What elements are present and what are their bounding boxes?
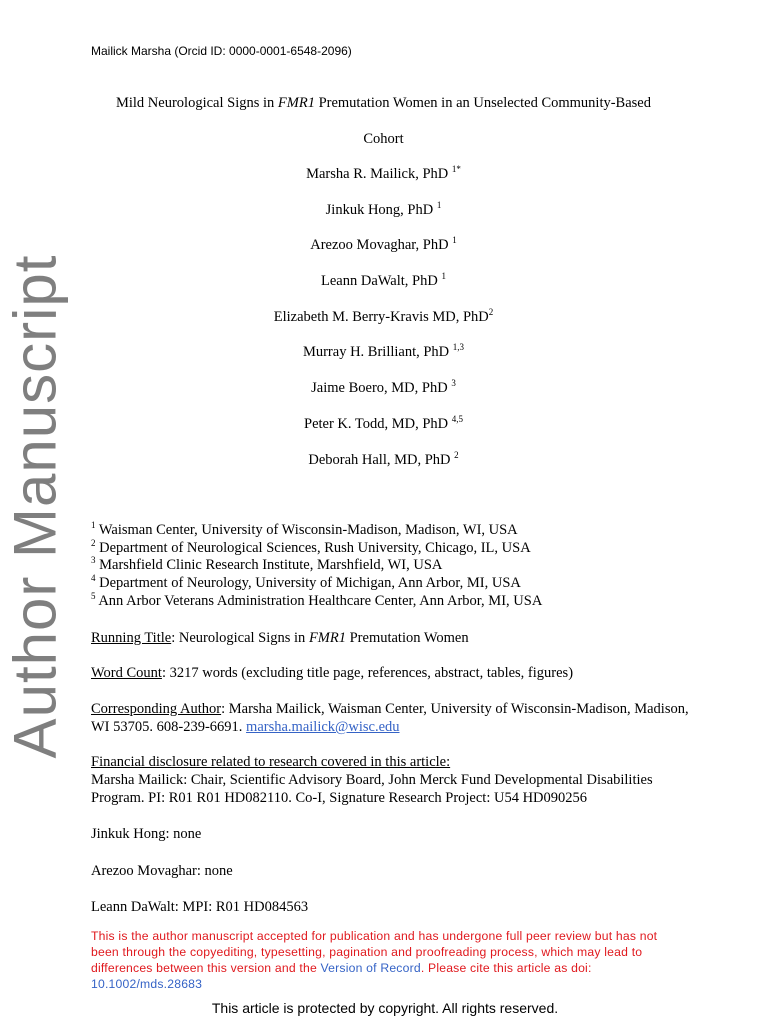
author-line (91, 452, 676, 469)
affiliation-item (91, 522, 518, 539)
affiliation-number: 1 (91, 520, 96, 531)
watermark-text: Author Manuscript (1, 254, 69, 758)
affiliation-number: 4 (91, 573, 96, 584)
affiliation-item (91, 593, 542, 610)
author-affil-sup: 1 (441, 271, 446, 282)
email-link[interactable]: marsha.mailick@wisc.edu (246, 719, 400, 735)
author-name: Leann DaWalt, PhD (321, 273, 442, 289)
affiliation-number: 3 (91, 555, 96, 566)
word-count-label: Word Count (91, 665, 162, 681)
version-of-record-link[interactable]: Version of Record (320, 961, 421, 975)
affiliation-number: 5 (91, 591, 96, 602)
author-line (91, 202, 676, 219)
affiliation-text: Department of Neurology, University of Michigan, Ann Arbor, MI, USA (95, 575, 521, 591)
author-line (91, 380, 676, 397)
author-line (91, 344, 676, 361)
affiliation-item (91, 575, 521, 592)
running-title-text: : Neurological Signs in (171, 630, 309, 646)
affiliation-text: Department of Neurological Sciences, Rush University, Chicago, IL, USA (95, 540, 531, 556)
title-gene: FMR1 (277, 95, 315, 111)
orcid-header: Mailick Marsha (Orcid ID: 0000-0001-6548-2096) (91, 44, 352, 58)
title-part: Mild Neurological Signs in (115, 95, 278, 111)
disclosure-heading: Financial disclosure related to research covered in this article: (91, 754, 451, 770)
disclosure-item: Arezoo Movaghar: none (91, 863, 233, 879)
notice-text: This is the author manuscript accepted for publication and has undergone full peer review but has not been through the copyediting, typesetting, pagination and proofreading process, which may lead to differences between this version and the (91, 929, 658, 975)
author-affil-sup: 1,3 (452, 342, 465, 353)
author-manuscript-notice (91, 928, 681, 992)
disclosure-item: Jinkuk Hong: none (91, 826, 202, 842)
financial-disclosure (91, 753, 691, 807)
author-affil-sup: 3 (451, 378, 456, 389)
author-name: Marsha R. Mailick, PhD (306, 166, 452, 182)
author-name: Peter K. Todd, MD, PhD (304, 416, 452, 432)
author-line (91, 273, 676, 290)
author-name: Jinkuk Hong, PhD (325, 202, 437, 218)
affiliation-text: Marshfield Clinic Research Institute, Marshfield, WI, USA (95, 557, 443, 573)
affiliation-text: Waisman Center, University of Wisconsin-Madison, Madison, WI, USA (95, 522, 518, 538)
affiliation-number: 2 (91, 538, 96, 549)
author-line (91, 309, 676, 326)
author-name: Murray H. Brilliant, PhD (302, 344, 453, 360)
author-manuscript-watermark (0, 186, 70, 826)
doi-link[interactable]: 10.1002/mds.28683 (91, 977, 203, 991)
corresponding-label: Corresponding Author (91, 701, 222, 717)
author-name: Arezoo Movaghar, PhD (310, 237, 453, 253)
running-title-label: Running Title (91, 630, 172, 646)
author-affil-sup: 2 (454, 450, 459, 461)
paper-title (91, 95, 676, 112)
running-title (91, 629, 691, 647)
affiliation-text: Ann Arbor Veterans Administration Healthcare Center, Ann Arbor, MI, USA (95, 593, 543, 609)
author-affil-sup: 1* (451, 164, 461, 175)
author-affil-sup: 1 (436, 200, 442, 211)
copyright-footer: This article is protected by copyright. All rights reserved. (211, 1000, 559, 1016)
author-name: Elizabeth M. Berry-Kravis MD, PhD (273, 309, 489, 325)
word-count-text: : 3217 words (excluding title page, references, abstract, tables, figures) (161, 665, 574, 681)
corresponding-author (91, 700, 691, 736)
title-part: Premutation Women in an Unselected Community-Based (314, 95, 651, 111)
disclosure-item: Leann DaWalt: MPI: R01 HD084563 (91, 899, 309, 915)
author-affil-sup: 4,5 (451, 414, 463, 425)
author-line (91, 416, 676, 433)
disclosure-text: Marsha Mailick: Chair, Scientific Advisory Board, John Merck Fund Developmental Disabilities Program. PI: R01 R01 HD082110. Co-I, Signature Research Project: U54 HD090256 (91, 772, 653, 806)
author-name: Deborah Hall, MD, PhD (308, 452, 455, 468)
corresponding-text: : Marsha Mailick, Waisman Center, University of Wisconsin-Madison, Madison, WI 53705. 608-239-6691. (91, 701, 689, 735)
paper-title-line2: Cohort (363, 131, 404, 147)
running-title-text: Premutation Women (345, 630, 469, 646)
word-count (91, 664, 691, 682)
author-line (91, 166, 676, 183)
notice-text: . Please cite this article as doi: (420, 961, 592, 975)
author-line (91, 237, 676, 254)
author-affil-sup: 2 (488, 307, 494, 318)
running-title-gene: FMR1 (308, 630, 346, 646)
affiliation-item (91, 540, 531, 557)
affiliation-item (91, 557, 442, 574)
author-affil-sup: 1 (452, 235, 457, 246)
author-name: Jaime Boero, MD, PhD (311, 380, 452, 396)
